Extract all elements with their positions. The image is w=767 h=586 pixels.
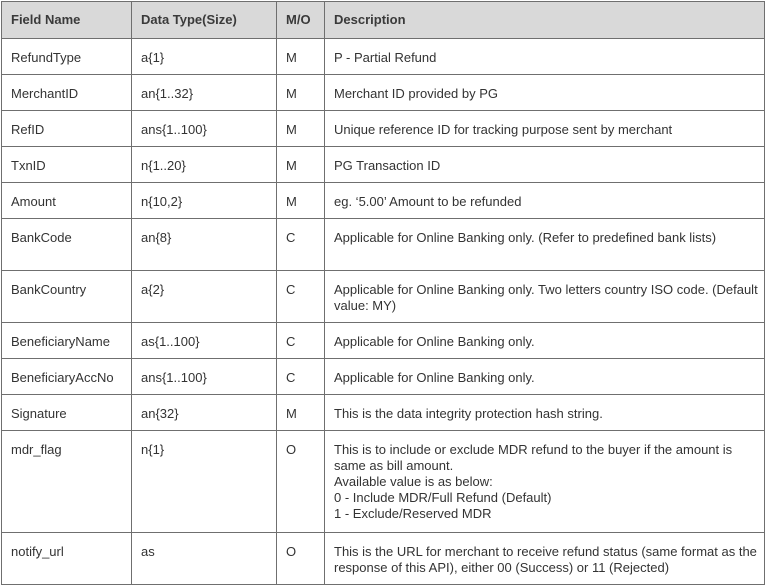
mo-cell: C — [277, 359, 325, 395]
description-cell: Applicable for Online Banking only. Two letters country ISO code. (Default value: MY) — [325, 271, 765, 323]
field-name-cell: BeneficiaryName — [2, 323, 132, 359]
data-type-cell: an{32} — [132, 395, 277, 431]
table-row — [2, 533, 765, 585]
description-cell: This is the URL for merchant to receive refund status (same format as the response of this API), either 00 (Success) or 11 (Rejected) — [325, 533, 765, 585]
table-row — [2, 219, 765, 271]
table-row — [2, 75, 765, 111]
table-row — [2, 111, 765, 147]
mo-cell: C — [277, 219, 325, 271]
table-header-row — [2, 2, 765, 39]
table-row — [2, 359, 765, 395]
table-row — [2, 395, 765, 431]
header-field-name: Field Name — [2, 2, 132, 39]
mo-cell: C — [277, 271, 325, 323]
data-type-cell: a{1} — [132, 39, 277, 75]
table-row — [2, 183, 765, 219]
data-type-cell: ans{1..100} — [132, 359, 277, 395]
field-name-cell: notify_url — [2, 533, 132, 585]
mo-cell: M — [277, 183, 325, 219]
parameter-table — [1, 1, 765, 585]
description-cell: P - Partial Refund — [325, 39, 765, 75]
mo-cell: M — [277, 75, 325, 111]
field-name-cell: RefID — [2, 111, 132, 147]
field-name-cell: MerchantID — [2, 75, 132, 111]
field-name-cell: BankCountry — [2, 271, 132, 323]
field-name-cell: RefundType — [2, 39, 132, 75]
data-type-cell: an{1..32} — [132, 75, 277, 111]
mo-cell: M — [277, 39, 325, 75]
mo-cell: M — [277, 111, 325, 147]
data-type-cell: as — [132, 533, 277, 585]
mo-cell: C — [277, 323, 325, 359]
table-row — [2, 431, 765, 533]
header-mo: M/O — [277, 2, 325, 39]
mo-cell: O — [277, 533, 325, 585]
description-cell: This is the data integrity protection hash string. — [325, 395, 765, 431]
header-description: Description — [325, 2, 765, 39]
description-cell: eg. ‘5.00’ Amount to be refunded — [325, 183, 765, 219]
field-name-cell: Amount — [2, 183, 132, 219]
field-name-cell: BeneficiaryAccNo — [2, 359, 132, 395]
mo-cell: O — [277, 431, 325, 533]
mo-cell: M — [277, 147, 325, 183]
mo-cell: M — [277, 395, 325, 431]
field-name-cell: BankCode — [2, 219, 132, 271]
table-row — [2, 271, 765, 323]
description-cell: Applicable for Online Banking only. — [325, 359, 765, 395]
field-name-cell: TxnID — [2, 147, 132, 183]
description-cell: Merchant ID provided by PG — [325, 75, 765, 111]
table-row — [2, 39, 765, 75]
table-row — [2, 323, 765, 359]
data-type-cell: n{1} — [132, 431, 277, 533]
header-data-type: Data Type(Size) — [132, 2, 277, 39]
field-name-cell: Signature — [2, 395, 132, 431]
data-type-cell: n{10,2} — [132, 183, 277, 219]
description-cell: Applicable for Online Banking only. (Refer to predefined bank lists) — [325, 219, 765, 271]
data-type-cell: a{2} — [132, 271, 277, 323]
data-type-cell: ans{1..100} — [132, 111, 277, 147]
description-cell: Applicable for Online Banking only. — [325, 323, 765, 359]
description-cell: Unique reference ID for tracking purpose sent by merchant — [325, 111, 765, 147]
description-cell: PG Transaction ID — [325, 147, 765, 183]
field-name-cell: mdr_flag — [2, 431, 132, 533]
table-row — [2, 147, 765, 183]
data-type-cell: an{8} — [132, 219, 277, 271]
data-type-cell: as{1..100} — [132, 323, 277, 359]
description-cell: This is to include or exclude MDR refund to the buyer if the amount is same as bill amount. Available value is as below: 0 - Include MDR/Full Refund (Default) 1 - Exclude/Reserved MDR — [325, 431, 765, 533]
data-type-cell: n{1..20} — [132, 147, 277, 183]
